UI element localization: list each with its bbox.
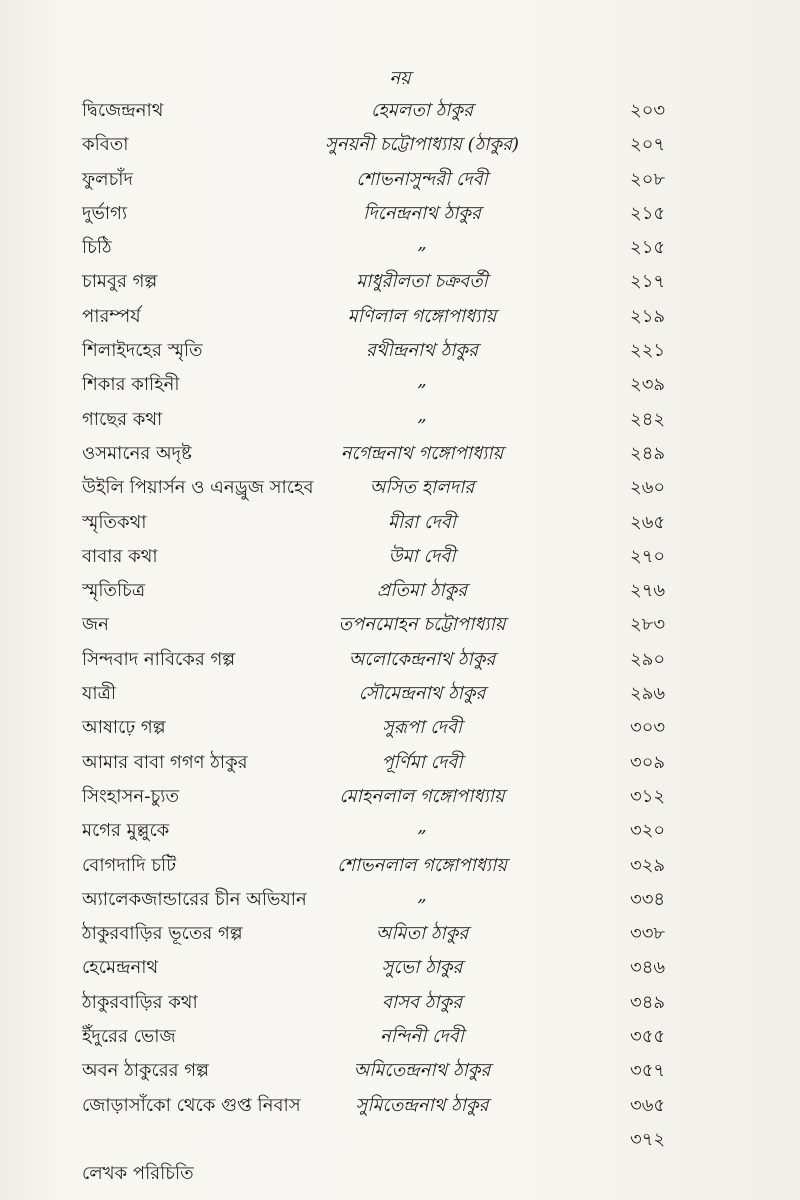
toc-author: প্রতিমা ঠাকুর <box>376 580 468 602</box>
toc-title: জন <box>82 614 109 636</box>
toc-title: বাবার কথা <box>82 545 158 567</box>
toc-author: „ <box>417 233 427 255</box>
toc-page-number: ২০৮ <box>630 168 666 190</box>
toc-row <box>82 1054 702 1088</box>
toc-title: আমার বাবা গগণ ঠাকুর <box>82 751 248 773</box>
toc-title: স্মৃতিচিত্র <box>82 580 146 602</box>
toc-row <box>82 849 702 883</box>
toc-row <box>82 128 702 162</box>
toc-page-number: ২৬০ <box>630 477 666 499</box>
toc-author: শোভনাসুন্দরী দেবী <box>356 168 488 190</box>
toc-title: স্মৃতিকথা <box>82 511 147 533</box>
toc-title: আষাঢ়ে গল্প <box>82 717 166 739</box>
toc-title: বোগদাদি চটি <box>82 854 177 876</box>
page-number-header: নয় <box>389 68 411 89</box>
toc-author: নগেন্দ্রনাথ গঙ্গোপাধ্যায় <box>340 442 504 464</box>
toc-row <box>82 506 702 540</box>
toc-row <box>82 608 702 642</box>
toc-author: দিনেন্দ্রনাথ ঠাকুর <box>363 202 481 224</box>
toc-page-number: ২৭৬ <box>630 580 666 602</box>
toc-title: পারম্পর্য <box>82 305 141 327</box>
toc-author: সৌমেন্দ্রনাথ ঠাকুর <box>358 683 486 705</box>
toc-row <box>82 334 702 368</box>
toc-page-number: ২০৭ <box>630 134 666 156</box>
table-of-contents <box>82 94 702 1192</box>
toc-row <box>82 1020 702 1054</box>
toc-author: শোভনলাল গঙ্গোপাধ্যায় <box>337 854 507 876</box>
toc-author: „ <box>417 370 427 392</box>
toc-author: তপনমোহন চট্টোপাধ্যায় <box>338 614 506 636</box>
toc-author: বাসব ঠাকুর <box>381 991 463 1013</box>
toc-title: হেমেন্দ্রনাথ <box>82 957 159 979</box>
toc-page-number: ২১৫ <box>630 237 666 259</box>
toc-row <box>82 746 702 780</box>
toc-page-number: ৩০৯ <box>630 751 666 773</box>
toc-row <box>82 265 702 299</box>
toc-row <box>82 197 702 231</box>
toc-row <box>82 780 702 814</box>
toc-row <box>82 368 702 402</box>
toc-row <box>82 403 702 437</box>
toc-row <box>82 883 702 917</box>
toc-row <box>82 951 702 985</box>
toc-title: সিন্দবাদ নাবিকের গল্প <box>82 648 236 670</box>
toc-row <box>82 814 702 848</box>
toc-author: পূর্ণিমা দেবী <box>381 751 463 773</box>
toc-row <box>82 471 702 505</box>
toc-page-number: ৩৫৫ <box>630 1026 666 1048</box>
toc-author: সুনয়নী চট্টোপাধ্যায় (ঠাকুর) <box>324 134 520 156</box>
toc-page-number: ২৯০ <box>630 648 666 670</box>
toc-page-number: ৩৭২ <box>630 1128 666 1150</box>
toc-author: অলোকেন্দ্রনাথ ঠাকুর <box>348 648 496 670</box>
toc-row <box>82 300 702 334</box>
toc-row <box>82 94 702 128</box>
toc-title: চিঠি <box>82 237 112 259</box>
toc-page-number: ৩৩৪ <box>630 888 666 910</box>
toc-title: ফুলচাঁদ <box>82 168 133 190</box>
toc-title: গাছের কথা <box>82 408 163 430</box>
toc-page-number: ২০৩ <box>630 100 666 121</box>
toc-page-number: ৩২৯ <box>630 854 666 876</box>
toc-page-number: ৩১২ <box>630 785 666 807</box>
toc-title: সিংহাসন-চ্যুত <box>82 785 180 807</box>
toc-title: মগের মুল্লুকে <box>82 820 170 842</box>
toc-row <box>82 677 702 711</box>
toc-author: „ <box>417 404 427 426</box>
toc-author: „ <box>417 884 427 906</box>
toc-row <box>82 986 702 1020</box>
toc-author: রথীন্দ্রনাথ ঠাকুর <box>366 340 478 362</box>
toc-author: অমিতেন্দ্রনাথ ঠাকুর <box>353 1060 491 1082</box>
toc-title: ঠাকুরবাড়ির কথা <box>82 991 198 1013</box>
toc-author: উমা দেবী <box>388 545 456 567</box>
toc-author: মোহনলাল গঙ্গোপাধ্যায় <box>339 785 505 807</box>
toc-page-number: ২২১ <box>630 340 666 362</box>
toc-title: দ্বিজেন্দ্রনাথ <box>82 100 164 121</box>
toc-page-number: ২১৯ <box>630 305 666 327</box>
toc-page-number: ২৯৬ <box>630 683 666 705</box>
toc-row <box>82 643 702 677</box>
toc-author: হেমলতা ঠাকুর <box>371 100 473 121</box>
toc-row <box>82 540 702 574</box>
toc-page-number: ৩৩৮ <box>630 923 666 945</box>
toc-page-number: ২১৭ <box>630 271 666 293</box>
toc-page-number: ৩৪৬ <box>630 957 666 979</box>
toc-page-number: ৩২০ <box>630 820 666 842</box>
toc-page-number: ৩০৩ <box>630 717 666 739</box>
toc-title: অবন ঠাকুরের গল্প <box>82 1060 209 1082</box>
toc-author: মাধুরীলতা চক্রবর্তী <box>356 271 488 293</box>
toc-row <box>82 1123 702 1157</box>
toc-title: শিলাইদহের স্মৃতি <box>82 340 203 362</box>
toc-title: ওসমানের অদৃষ্ট <box>82 442 192 464</box>
toc-row <box>82 574 702 608</box>
toc-row <box>82 917 702 951</box>
toc-page-number: ২৬৫ <box>630 511 666 533</box>
toc-row <box>82 1157 702 1191</box>
toc-title: যাত্রী <box>82 683 116 705</box>
toc-title: জোড়াসাঁকো থেকে গুপ্ত নিবাস <box>82 1094 301 1116</box>
toc-title: কবিতা <box>82 134 129 156</box>
toc-title: উইলি পিয়ার্সন ও এনড্রুজ সাহেব <box>82 477 314 499</box>
toc-title: অ্যালেকজান্ডারের চীন অভিযান <box>82 888 307 910</box>
toc-page-number: ৩৬৫ <box>630 1094 666 1116</box>
toc-page-number: ২৩৯ <box>630 374 666 396</box>
toc-title: লেখক পরিচিতি <box>82 1163 194 1185</box>
toc-author: নন্দিনী দেবী <box>380 1026 464 1048</box>
toc-page-number: ২৪৯ <box>630 442 666 464</box>
toc-page-number: ২১৫ <box>630 202 666 224</box>
toc-row <box>82 1089 702 1123</box>
toc-author: মীরা দেবী <box>388 511 456 533</box>
toc-title: শিকার কাহিনী <box>82 374 180 396</box>
toc-row <box>82 231 702 265</box>
toc-author: সুরূপা দেবী <box>381 717 463 739</box>
toc-author: অসিত হালদার <box>369 477 475 499</box>
toc-page-number: ২৪২ <box>630 408 666 430</box>
toc-row <box>82 711 702 745</box>
toc-page-number: ২৮৩ <box>630 614 666 636</box>
toc-title: ঠাকুরবাড়ির ভূতের গল্প <box>82 923 243 945</box>
toc-title: দুর্ভাগ্য <box>82 202 128 224</box>
toc-author: সুমিতেন্দ্রনাথ ঠাকুর <box>355 1094 489 1116</box>
toc-author: মণিলাল গঙ্গোপাধ্যায় <box>347 305 497 327</box>
toc-title: ইঁদুরের ভোজ <box>82 1026 176 1048</box>
toc-row <box>82 437 702 471</box>
toc-author: „ <box>417 816 427 838</box>
toc-page-number: ৩৪৯ <box>630 991 666 1013</box>
toc-page-number: ৩৫৭ <box>630 1060 666 1082</box>
toc-title: চামবুর গল্প <box>82 271 158 293</box>
toc-author: অমিতা ঠাকুর <box>375 923 469 945</box>
toc-row <box>82 163 702 197</box>
toc-author: সুভো ঠাকুর <box>381 957 463 979</box>
toc-page-number: ২৭০ <box>630 545 666 567</box>
